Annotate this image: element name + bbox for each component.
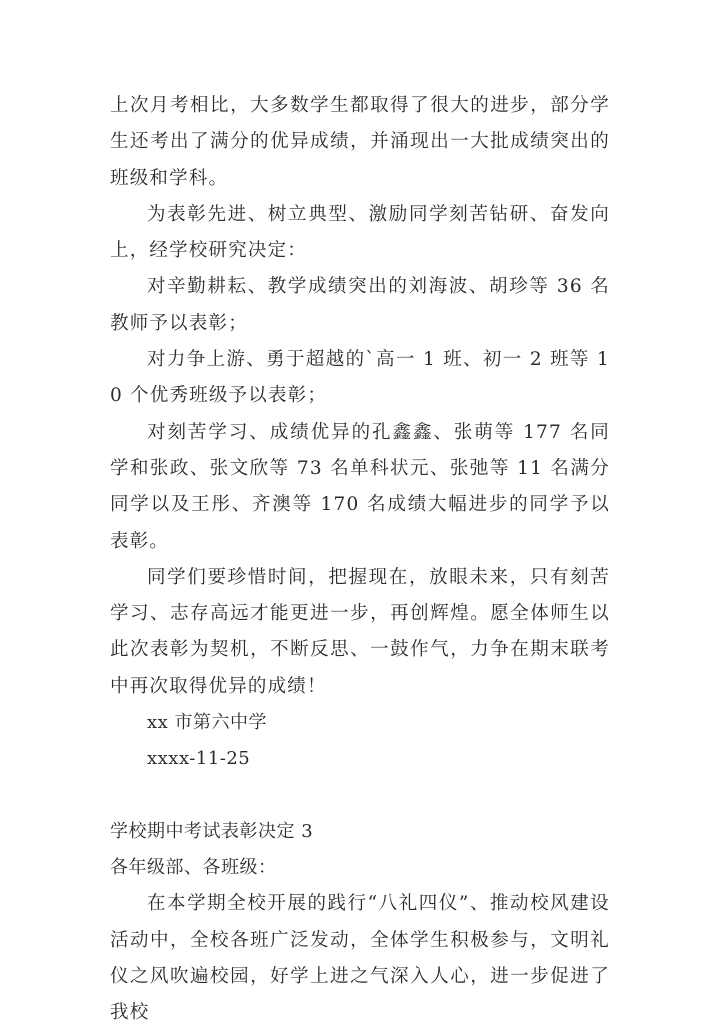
paragraph-student-award: 对刻苦学习、成绩优异的孔鑫鑫、张萌等 177 名同学和张政、张文欣等 73 名单科状元、张弛等 11 名满分同学以及王彤、齐澳等 170 名成绩大幅进步的同学予以表彰。 <box>110 421 610 552</box>
paragraph-decision-intro: 为表彰先进、树立典型、激励同学刻苦钻研、奋发向上，经学校研究决定： <box>110 203 610 262</box>
section-title: 学校期中考试表彰决定 3 <box>110 820 314 842</box>
signature-organization: xx 市第六中学 <box>147 712 268 734</box>
paragraph-continuation: 上次月考相比，大多数学生都取得了很大的进步，部分学生还考出了满分的优异成绩，并涌现出一大批成绩突出的班级和学科。 <box>110 95 610 189</box>
signature-date: xxxx-11-25 <box>147 748 251 770</box>
paragraph-section-body: 在本学期全校开展的践行“八礼四仪”、推动校风建设活动中，全校各班广泛发动，全体学生积极参与，文明礼仪之风吹遍校园，好学上进之气深入人心，进一步促进了我校 <box>110 893 610 1024</box>
paragraph-teacher-award: 对辛勤耕耘、教学成绩突出的刘海波、胡珍等 36 名教师予以表彰； <box>110 276 610 334</box>
document-page <box>110 88 610 1031</box>
paragraph-encouragement: 同学们要珍惜时间，把握现在，放眼未来，只有刻苦学习、志存高远才能更进一步，再创辉煌。愿全体师生以此次表彰为契机，不断反思、一鼓作气，力争在期末联考中再次取得优异的成绩！ <box>110 566 610 697</box>
salutation: 各年级部、各班级： <box>110 856 277 878</box>
paragraph-class-award: 对力争上游、勇于超越的`高一 1 班、初一 2 班等 10 个优秀班级予以表彰； <box>110 349 610 407</box>
